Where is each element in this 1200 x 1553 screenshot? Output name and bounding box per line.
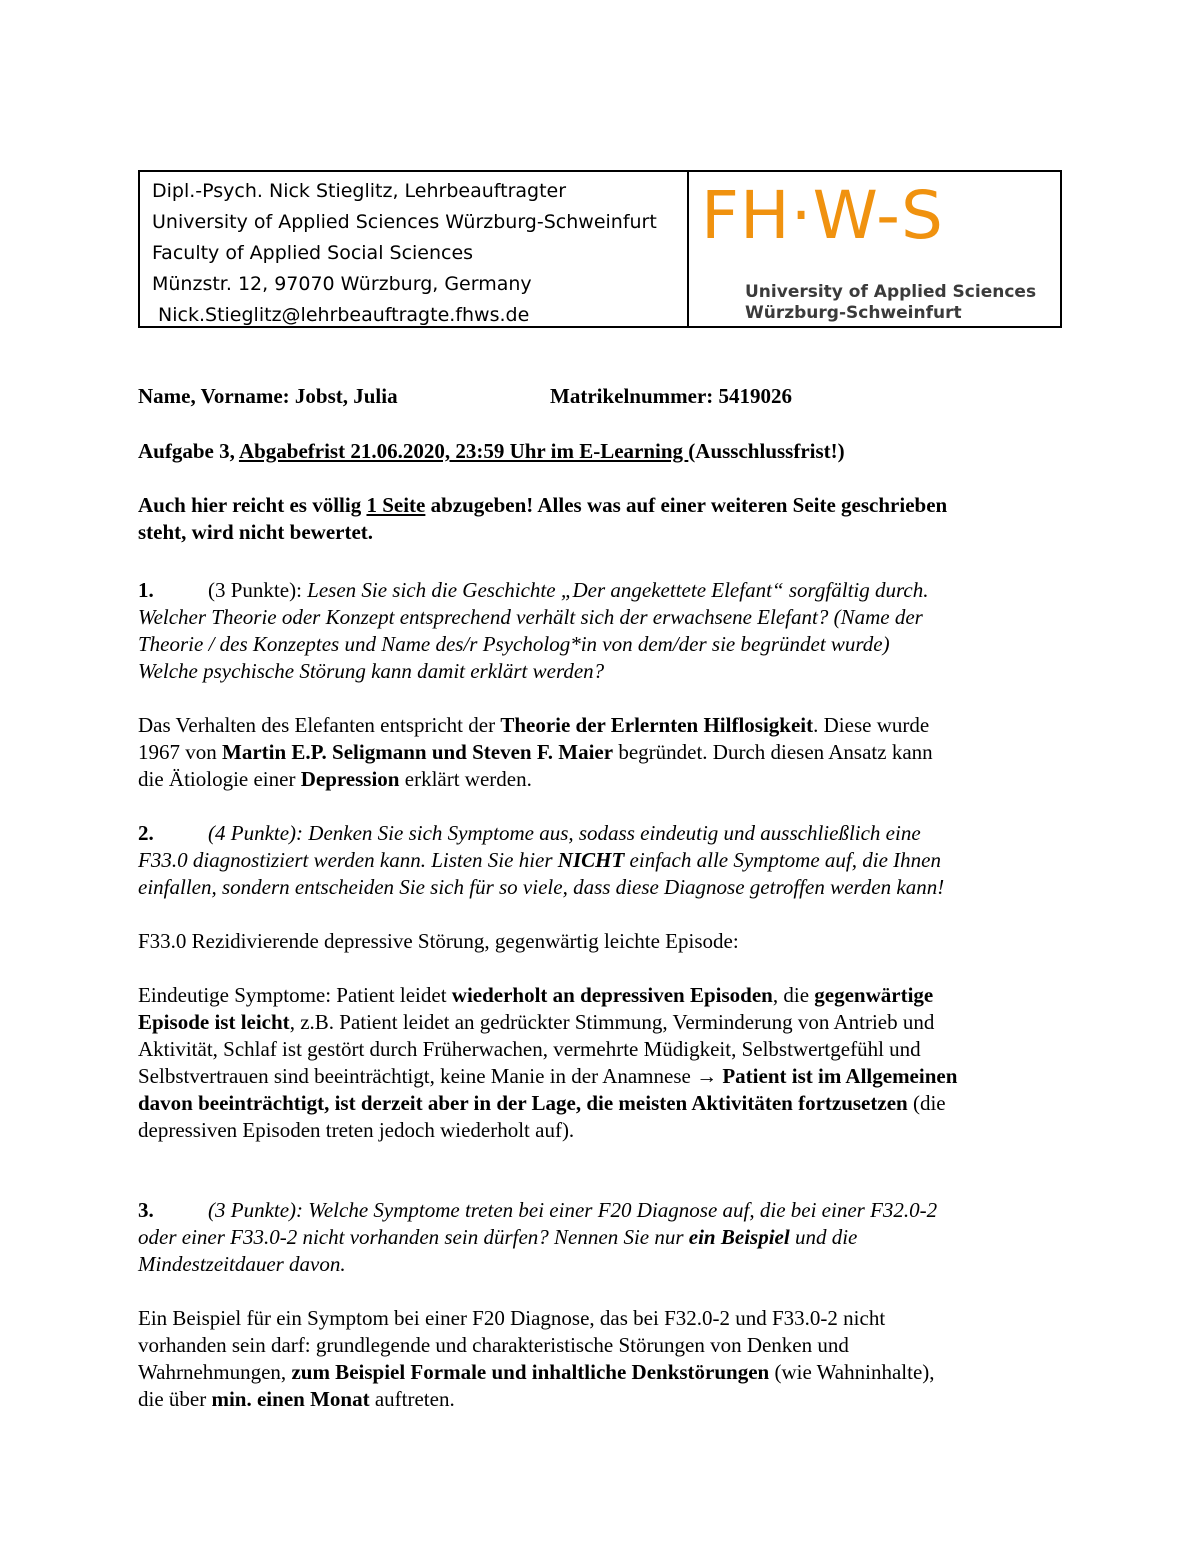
question-text: Mindestzeitdauer davon. — [138, 1252, 346, 1276]
answer-highlight: zum Beispiel Formale und inhaltliche Denkstörungen — [291, 1360, 770, 1384]
question-text: Lesen Sie sich die Geschichte „Der angekettete Elefant“ sorgfältig durch. — [307, 578, 929, 602]
letterhead-table — [138, 170, 1062, 328]
question-text: Welche psychische Störung kann damit erklärt werden? — [138, 659, 605, 683]
notice-text: Auch hier reicht es völlig — [138, 493, 367, 517]
answer-text: auftreten. — [369, 1387, 455, 1411]
answer-text: begründet. Durch diesen Ansatz kann — [613, 740, 933, 764]
task-heading — [138, 438, 1058, 465]
student-name: Name, Vorname: Jobst, Julia — [138, 384, 398, 408]
question-number: 3. — [138, 1198, 154, 1222]
answer-text: Selbstvertrauen sind beeinträchtigt, keine Manie in der Anamnese → — [138, 1064, 723, 1088]
notice-underlined: 1 Seite — [366, 493, 426, 517]
question-text: einfallen, sondern entscheiden Sie sich für so viele, dass diese Diagnose getroffen werden kann! — [138, 875, 945, 899]
answer-2-heading: F33.0 Rezidivierende depressive Störung, gegenwärtig leichte Episode: — [138, 929, 739, 953]
answer-highlight: Patient ist im Allgemeinen — [722, 1064, 958, 1088]
task-suffix: (Ausschlussfrist!) — [688, 439, 845, 463]
letterhead-address — [140, 172, 689, 326]
question-2 — [138, 820, 1058, 901]
question-points: (3 Punkte): — [208, 578, 308, 602]
letterhead-line: Münzstr. 12, 97070 Würzburg, Germany — [152, 273, 532, 295]
question-emphasis: ein Beispiel — [688, 1225, 790, 1249]
logo-subtitle-line1: University of Applied Sciences — [745, 282, 1037, 302]
question-text: Theorie / des Konzeptes und Name des/r Psycholog*in von dem/der sie begründet wurde) — [138, 632, 890, 656]
question-text: (4 Punkte): Denken Sie sich Symptome aus, sodass eindeutig und ausschließlich eine — [208, 821, 921, 845]
answer-text: Das Verhalten des Elefanten entspricht der — [138, 713, 501, 737]
question-emphasis: NICHT — [557, 848, 625, 872]
answer-text: depressiven Episoden treten jedoch wiederholt auf). — [138, 1118, 575, 1142]
answer-highlight: Depression — [300, 767, 400, 791]
answer-text: Ein Beispiel für ein Symptom bei einer F20 Diagnose, das bei F32.0-2 und F33.0-2 nicht — [138, 1306, 886, 1330]
answer-text: Wahrnehmungen, — [138, 1360, 292, 1384]
answer-3 — [138, 1305, 1058, 1413]
logo-subtitle — [745, 282, 1036, 324]
answer-highlight: min. einen Monat — [211, 1387, 370, 1411]
letterhead-line: University of Applied Sciences Würzburg-Schweinfurt — [152, 211, 657, 233]
answer-highlight: Martin E.P. Seligmann und Steven F. Maier — [222, 740, 614, 764]
question-3 — [138, 1197, 1058, 1278]
notice-text: steht, wird nicht bewertet. — [138, 520, 374, 544]
answer-text: die Ätiologie einer — [138, 767, 301, 791]
question-text: oder einer F33.0-2 nicht vorhanden sein dürfen? Nennen Sie nur — [138, 1225, 689, 1249]
answer-highlight: davon beeinträchtigt, ist derzeit aber in der Lage, die meisten Aktivitäten fortzusetzen — [138, 1091, 908, 1115]
notice — [138, 492, 1058, 546]
letterhead-line: Dipl.-Psych. Nick Stieglitz, Lehrbeauftragter — [152, 180, 567, 202]
answer-text: (wie Wahninhalte), — [769, 1360, 935, 1384]
answer-text: Eindeutige Symptome: Patient leidet — [138, 983, 452, 1007]
logo-cell — [689, 172, 1060, 326]
question-text: Welcher Theorie oder Konzept entsprechend verhält sich der erwachsene Elefant? (Name der — [138, 605, 923, 629]
question-text: (3 Punkte): Welche Symptome treten bei einer F20 Diagnose auf, die bei einer F32.0-2 — [208, 1198, 938, 1222]
answer-text: Aktivität, Schlaf ist gestört durch Früherwachen, vermehrte Müdigkeit, Selbstwertgefühl und — [138, 1037, 921, 1061]
answer-text: (die — [907, 1091, 946, 1115]
fhws-logo: FH·W-S — [701, 177, 944, 254]
answer-1 — [138, 712, 1058, 793]
answer-text: , z.B. Patient leidet an gedrückter Stimmung, Verminderung von Antrieb und — [289, 1010, 935, 1034]
logo-subtitle-line2: Würzburg-Schweinfurt — [745, 303, 962, 323]
answer-text: . Diese wurde — [813, 713, 930, 737]
answer-text: 1967 von — [138, 740, 222, 764]
letterhead-email: Nick.Stieglitz@lehrbeauftragte.fhws.de — [152, 304, 530, 326]
answer-text: vorhanden sein darf: grundlegende und charakteristische Störungen von Denken und — [138, 1333, 849, 1357]
answer-highlight: Theorie der Erlernten Hilflosigkeit — [500, 713, 814, 737]
answer-text: die über — [138, 1387, 212, 1411]
question-text: einfach alle Symptome auf, die Ihnen — [624, 848, 941, 872]
answer-highlight: gegenwärtige — [814, 983, 934, 1007]
task-deadline: Abgabefrist 21.06.2020, 23:59 Uhr im E-Learning — [238, 439, 689, 463]
question-text: F33.0 diagnostiziert werden kann. Listen Sie hier — [138, 848, 558, 872]
answer-highlight: Episode ist leicht — [138, 1010, 290, 1034]
answer-2 — [138, 982, 1058, 1144]
answer-text: , die — [772, 983, 815, 1007]
question-text: und die — [789, 1225, 858, 1249]
question-1 — [138, 577, 1058, 685]
matrikel-number: Matrikelnummer: 5419026 — [550, 384, 793, 408]
question-number: 1. — [138, 578, 154, 602]
notice-text: abzugeben! Alles was auf einer weiteren Seite geschrieben — [425, 493, 948, 517]
task-label: Aufgabe 3, — [138, 439, 239, 463]
answer-highlight: wiederholt an depressiven Episoden — [451, 983, 773, 1007]
letterhead-line: Faculty of Applied Social Sciences — [152, 242, 474, 264]
answer-text: erklärt werden. — [399, 767, 532, 791]
student-info — [138, 383, 1058, 410]
question-number: 2. — [138, 821, 154, 845]
